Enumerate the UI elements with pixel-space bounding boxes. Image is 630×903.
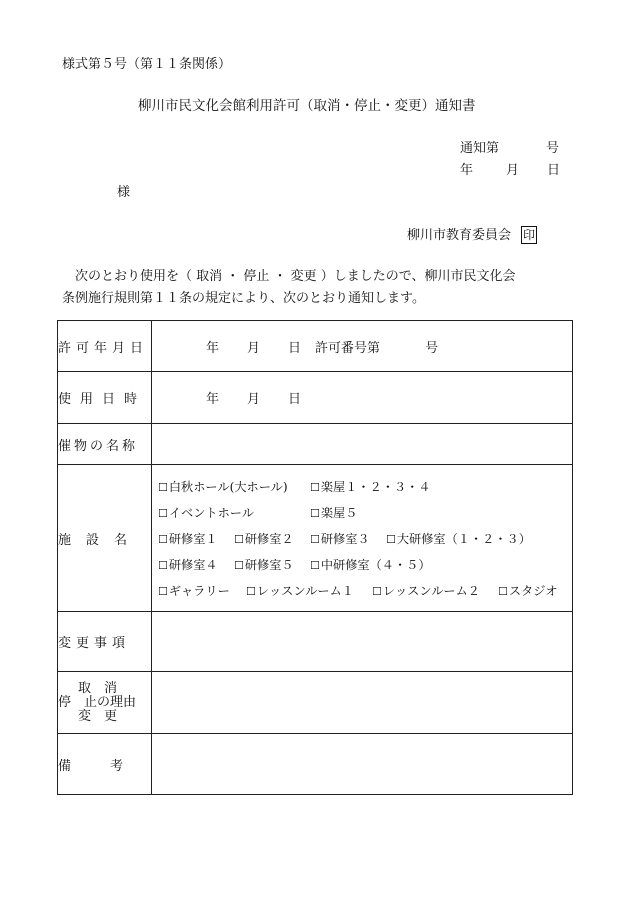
facility-label: 施 設 名 [58,465,152,612]
permit-date-field[interactable]: 年 月 日 許可番号第 号 [152,321,573,372]
facility-option[interactable]: ☐スタジオ [498,583,558,598]
facility-option[interactable]: ☐研修室３ [310,531,370,546]
empty-checkbox-icon: ☐ [158,506,168,520]
facility-option-row [158,473,572,499]
form-id: 様式第５号（第１１条関係） [62,57,232,72]
empty-checkbox-icon: ☐ [372,584,382,598]
notice-number-suffix: 号 [546,141,560,156]
permit-number-suffix: 号 [425,340,439,356]
empty-checkbox-icon: ☐ [310,506,320,520]
event-name-row [58,424,573,465]
notice-body [62,266,572,310]
document-title: 柳川市民文化会館利用許可（取消・停止・変更）通知書 [138,98,476,114]
change-items-row [58,612,573,672]
facility-option[interactable]: ☐中研修室（４・５） [310,557,431,572]
change-items-label: 変更事項 [58,612,152,672]
addressee: 様 [117,185,131,200]
notice-number [460,142,559,155]
empty-checkbox-icon: ☐ [386,532,396,546]
facility-row [58,465,573,612]
use-datetime-row [58,372,573,424]
facility-option[interactable]: ☐研修室５ [234,557,294,572]
notice-month: 月 [506,163,520,178]
empty-checkbox-icon: ☐ [498,584,508,598]
remarks-label: 備 考 [58,734,152,795]
notice-body-line-1: 次のとおり使用を（ 取消 ・ 停止 ・ 変更 ）しましたので、柳川市民文化会 [75,269,516,284]
empty-checkbox-icon: ☐ [310,558,320,572]
remarks-field[interactable] [152,734,573,795]
facility-option[interactable]: ☐研修室４ [158,557,218,572]
facility-option[interactable]: ☐楽屋１・２・３・４ [310,479,431,494]
reason-field[interactable] [152,672,573,734]
facility-option[interactable]: ☐大研修室（１・２・３） [386,531,531,546]
notice-body-line-2: 条例施行規則第１１条の規定により、次のとおり通知します。 [62,291,425,306]
facility-option-row [158,525,572,551]
facility-option-row [158,551,572,577]
remarks-row [58,734,573,795]
facility-option-row [158,499,572,525]
use-datetime-label: 使用日時 [58,372,152,424]
facility-option[interactable]: ☐ギャラリー [158,583,230,598]
notice-number-prefix: 通知第 [460,141,500,156]
empty-checkbox-icon: ☐ [158,480,168,494]
facility-options [152,465,573,612]
notice-year: 年 [460,163,474,178]
event-name-label: 催物の名称 [58,424,152,465]
reason-label: 取 消 停 止の理由 変 更 [58,672,152,734]
facility-option-row [158,577,572,603]
empty-checkbox-icon: ☐ [310,480,320,494]
facility-option[interactable]: ☐イベントホール [158,505,254,520]
permit-date-label: 許可年月日 [58,321,152,372]
empty-checkbox-icon: ☐ [234,532,244,546]
permit-number-prefix: 許可番号第 [315,340,381,356]
notice-date [460,164,560,177]
empty-checkbox-icon: ☐ [310,532,320,546]
change-items-field[interactable] [152,612,573,672]
facility-option[interactable]: ☐研修室１ [158,531,218,546]
facility-option[interactable]: ☐レッスンルーム１ [246,583,354,598]
empty-checkbox-icon: ☐ [158,584,168,598]
use-datetime-field[interactable]: 年 月 日 [152,372,573,424]
empty-checkbox-icon: ☐ [234,558,244,572]
seal-mark: 印 [523,228,536,242]
facility-option[interactable]: ☐レッスンルーム２ [372,583,480,598]
issuer [407,226,537,244]
facility-option[interactable]: ☐白秋ホール(大ホール) [158,479,288,494]
reason-row [58,672,573,734]
facility-option[interactable]: ☐研修室２ [234,531,294,546]
empty-checkbox-icon: ☐ [246,584,256,598]
facility-option[interactable]: ☐楽屋５ [310,505,358,520]
issuer-name: 柳川市教育委員会 [407,228,512,243]
empty-checkbox-icon: ☐ [158,558,168,572]
empty-checkbox-icon: ☐ [158,532,168,546]
event-name-field[interactable] [152,424,573,465]
notice-form-table [57,320,573,795]
permit-date-row [58,321,573,372]
notice-day: 日 [547,163,561,178]
